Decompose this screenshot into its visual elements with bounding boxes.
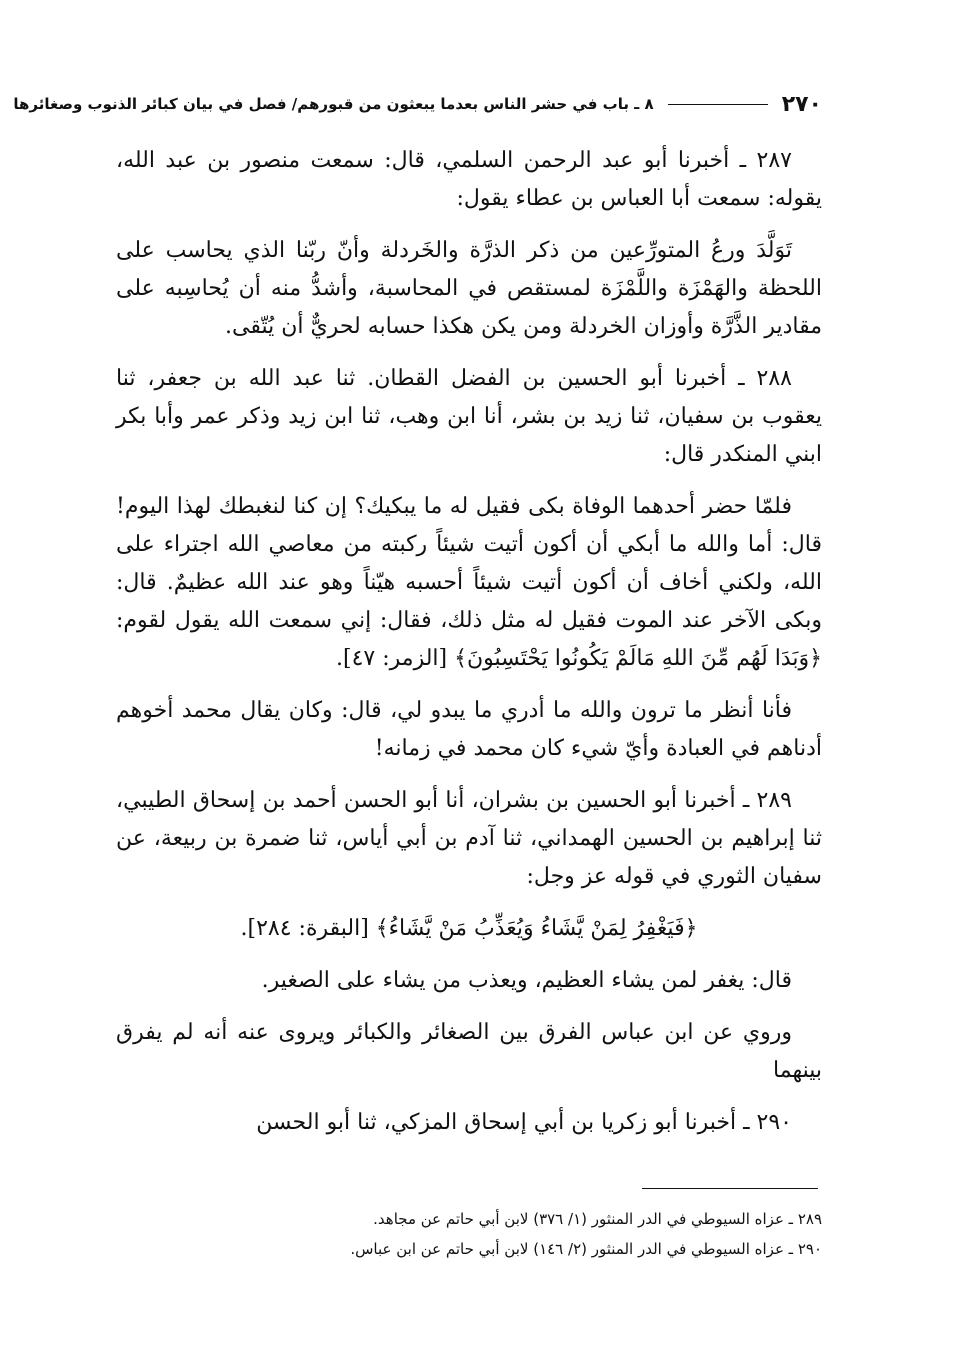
paragraph-290: ٢٩٠ ـ أخبرنا أبو زكريا بن أبي إسحاق المزكي، ثنا أبو الحسن [256,1110,792,1135]
paragraph-continuation: فأنا أنظر ما ترون والله ما أدري ما يبدو لي، قال: وكان يقال محمد أخوهم أدناهم في العبادة وأيّ شيء كان محمد في زمانه! [116,698,822,761]
page-number: ٢٧٠ [781,91,822,117]
paragraph-quote-ibn-ata: تَوَلَّدَ ورعُ المتورِّعين من ذكر الذرَّة والخَردلة وأنّ ربّنا الذي يحاسب على اللحظة والهَمْزَة واللَّمْزَة لمستقص في المحاسبة، وأشدُّ منه أن يُحاسِبه على مقادير الذَّرَّة وأوزان الخردلة ومن يكن هكذا حسابه لحريٌّ أن يُتّقى. [116,238,822,339]
paragraph-288: ٢٨٨ ـ أخبرنا أبو الحسين بن الفضل القطان. ثنا عبد الله بن جعفر، ثنا يعقوب بن سفيان، ثنا زيد بن بشر، أنا ابن وهب، ثنا ابن زيد وذكر عمر وأبا بكر ابني المنكدر قال: [116,366,822,467]
paragraph-commentary: قال: يغفر لمن يشاء العظيم، ويعذب من يشاء على الصغير. [261,968,792,993]
footnotes [116,1204,822,1264]
running-header [13,84,822,124]
footnote-290: ٢٩٠ ـ عزاه السيوطي في الدر المنثور (٢/ ١٤٦) لابن أبي حاتم عن ابن عباس. [350,1240,822,1258]
main-text [116,142,822,1156]
paragraph-289: ٢٨٩ ـ أخبرنا أبو الحسين بن بشران، أنا أبو الحسن أحمد بن إسحاق الطيبي، ثنا إبراهيم بن الحسين الهمداني، ثنا آدم بن أبي أياس، ثنا ضمرة بن ربيعة، عن سفيان الثوري في قوله عز وجل: [116,788,823,889]
chapter-title: ٨ ـ باب في حشر الناس بعدما يبعثون من قبورهم/ فصل في بيان كبائر الذنوب وصغائرها [13,95,654,113]
quran-verse: ﴿فَيَغْفِرُ لِمَنْ يَّشَاءُ وَيُعَذِّبُ مَنْ يَّشَاءُ﴾ [البقرة: ٢٨٤]. [240,916,698,941]
footnote-separator [642,1188,818,1189]
footnote-289: ٢٨٩ ـ عزاه السيوطي في الدر المنثور (١/ ٣٧٦) لابن أبي حاتم عن مجاهد. [373,1210,822,1228]
paragraph-287: ٢٨٧ ـ أخبرنا أبو عبد الرحمن السلمي، قال: سمعت منصور بن عبد الله، يقوله: سمعت أبا العباس بن عطاء يقول: [116,148,822,211]
paragraph-story: فلمّا حضر أحدهما الوفاة بكى فقيل له ما يبكيك؟ إن كنا لنغبطك لهذا اليوم! قال: أما والله ما أبكي أن أكون أتيت شيئاً ركبته من معاصي الله اجتراء على الله، ولكني أخاف أن أكون أتيت شيئاً أحسبه هيّناً وهو عند الله عظيمٌ. قال: وبكى الآخر عند الموت فقيل له مثل ذلك، فقال: إني سمعت الله يقول لقوم: ﴿وَبَدَا لَهُم مِّنَ اللهِ مَالَمْ يَكُونُوا يَحْتَسِبُونَ﴾ [الزمر: ٤٧]. [116,494,822,671]
header-rule [668,104,768,105]
paragraph-ibn-abbas: وروي عن ابن عباس الفرق بين الصغائر والكبائر ويروى عنه أنه لم يفرق بينهما [116,1020,822,1083]
